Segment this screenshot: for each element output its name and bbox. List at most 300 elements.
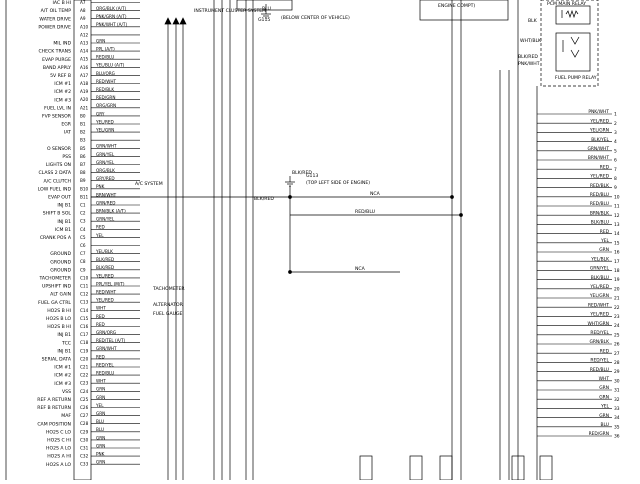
right-wire-row: [537, 146, 617, 154]
pin-function-label: HO2S A HI: [47, 454, 71, 460]
relay-coil: [566, 11, 578, 17]
splice-2: [451, 196, 454, 199]
blk-red-g-label: BLK/RED: [292, 171, 312, 176]
tachometer-label: TACHOMETER: [153, 287, 185, 292]
pcm-pin-row: [38, 22, 140, 30]
right-wire-row: [537, 238, 620, 246]
right-wire-color: YEL/GRN: [589, 128, 609, 134]
right-wire-number: 11: [614, 204, 620, 210]
pin-number: B9: [80, 178, 86, 184]
pin-number: A9: [80, 16, 86, 22]
pcm-pin-row: [54, 87, 140, 95]
right-wire-row: [537, 385, 620, 393]
right-wire-color: GRN/WHT: [587, 147, 609, 152]
pcm-pin-row: [38, 168, 140, 176]
pcm-pin-row: [50, 265, 140, 273]
pin-function-label: WATER DRIVE: [39, 17, 71, 23]
right-wire-number: 7: [614, 167, 617, 173]
pin-function-label: TCC: [62, 341, 71, 347]
pin-number: B0: [80, 113, 86, 119]
pin-number: C11: [80, 283, 89, 289]
pin-function-label: ICM #1: [54, 82, 71, 88]
right-wire-color: PNK/WHT: [588, 110, 609, 116]
right-wire-number: 13: [614, 223, 620, 228]
wht-blk-label: WHT/BLK: [520, 39, 542, 44]
right-wire-number: 16: [614, 250, 620, 256]
pin-wire-color: RED/BLU: [96, 370, 115, 376]
right-wire-row: [537, 210, 620, 218]
pin-number: C2: [80, 210, 86, 216]
pin-wire-color: GRN/ORG: [96, 330, 117, 335]
pin-function-label: INJ B1: [57, 349, 71, 355]
pcm-pin-row: [38, 184, 140, 192]
pin-function-label: INJ B1: [57, 333, 71, 339]
pin-function-label: A/T OIL TEMP: [40, 9, 71, 15]
pin-wire-color: RED: [96, 313, 105, 319]
connector-bottom-5: [540, 456, 552, 480]
right-wire-row: [537, 312, 620, 320]
pin-wire-color: WHT: [96, 305, 106, 311]
engine-compt-label: ENGINE COMPT): [438, 4, 476, 9]
right-wire-number: 6: [614, 158, 617, 164]
pin-wire-color: WHT: [96, 378, 106, 384]
right-wire-row: [537, 128, 617, 136]
pin-number: A8: [80, 8, 86, 14]
pin-number: C13: [80, 299, 89, 305]
pin-function-label: 5V REF B: [50, 74, 71, 79]
connector-bottom-3: [440, 456, 452, 480]
pin-function-label: HO2S B HI: [47, 308, 71, 314]
pin-function-label: CHECK TRANS: [38, 49, 71, 55]
g113-note: (TOP LEFT SIDE OF ENGINE): [306, 181, 371, 186]
pcm-pin-row: [39, 14, 140, 22]
ac-system-label: A/C SYSTEM: [135, 182, 163, 187]
pin-function-label: REF B RETURN: [37, 406, 71, 412]
pin-function-label: IAC B HI: [52, 1, 71, 7]
pcm-pin-row: [61, 411, 140, 419]
pin-wire-color: RED/WHT: [96, 78, 117, 84]
pin-function-label: EGR: [61, 122, 71, 128]
pin-wire-color: GRN: [96, 386, 106, 392]
g115-label: G115: [258, 18, 271, 23]
pin-number: C6: [80, 243, 86, 248]
pin-wire-color: YEL/BLU (A/T): [96, 62, 125, 68]
right-wire-number: 3: [614, 131, 617, 136]
connector-bottom-1: [360, 456, 372, 480]
pin-function-label: CAM POSITION: [37, 422, 71, 428]
pin-wire-color: GRN/YEL: [96, 159, 115, 165]
pin-number: A12: [80, 32, 89, 38]
blk-red-left-label: BLK/RED: [254, 197, 274, 202]
pin-number: C1: [80, 202, 86, 208]
pin-wire-color: GRN/WHT: [96, 346, 117, 352]
pcm-pin-row: [37, 403, 140, 411]
pcm-pin-row: [50, 257, 140, 265]
right-wire-color: YEL: [601, 239, 609, 244]
right-wire-row: [537, 201, 620, 209]
right-wire-row: [537, 321, 620, 329]
pin-number: C30: [80, 437, 89, 443]
relay-box: [541, 0, 598, 86]
pin-number: C9: [80, 267, 86, 273]
pcm-pin-row: [46, 443, 140, 451]
right-wire-color: GRN: [599, 413, 609, 419]
pin-function-label: HO2S C HI: [47, 438, 71, 444]
splice-3: [460, 214, 463, 217]
pcm-pin-row: [80, 32, 140, 37]
right-wire-row: [537, 302, 620, 310]
right-wire-number: 32: [614, 397, 620, 403]
pcm-pin-row: [48, 192, 140, 200]
pin-wire-color: GRN/WHT: [96, 143, 117, 149]
pin-wire-color: PNK: [96, 451, 105, 457]
right-wire-color: YEL: [601, 404, 609, 410]
right-wire-number: 24: [614, 324, 620, 330]
right-wire-color: RED: [599, 349, 609, 355]
right-wire-color: BLU: [600, 423, 609, 428]
pin-number: A17: [80, 72, 89, 78]
pin-wire-color: GRN: [96, 459, 106, 465]
pin-wire-color: RED: [96, 224, 105, 230]
red-blu-label: RED/BLU: [355, 210, 376, 215]
pcm-pin-row: [43, 209, 140, 217]
pin-number: C12: [80, 291, 89, 297]
right-wire-color: RED/YEL: [590, 358, 609, 364]
right-wire-color: GRN: [599, 386, 609, 392]
right-wire-row: [537, 247, 620, 255]
right-wire-number: 1: [614, 112, 617, 118]
right-wire-number: 2: [614, 121, 617, 127]
pcm-pin-row: [54, 371, 140, 379]
pcm-pin-row: [47, 435, 140, 443]
pin-wire-color: YEL: [96, 402, 104, 408]
right-wire-row: [537, 275, 620, 283]
pin-function-label: VSS: [62, 389, 71, 395]
right-wire-row: [537, 348, 620, 356]
right-wire-row: [537, 422, 620, 430]
pin-wire-color: GRN: [96, 443, 106, 449]
right-wire-number: 25: [614, 333, 620, 339]
pcm-pin-row: [50, 71, 140, 79]
pin-wire-color: RED/BLK: [96, 87, 115, 92]
pin-wire-color: GRN: [96, 394, 106, 400]
pcm-pin-row: [44, 176, 140, 184]
pin-wire-color: BLU/ORG: [96, 70, 115, 76]
right-wire-color: YEL/RED: [590, 285, 609, 290]
pin-wire-color: BRN/WHT: [96, 192, 117, 198]
right-wire-color: GRN: [599, 248, 609, 254]
pin-number: C21: [80, 364, 89, 370]
pin-function-label: CLASS 2 DATA: [38, 171, 71, 177]
pcm-pin-row: [54, 95, 140, 103]
pin-function-label: HO2S A LO: [46, 446, 71, 452]
pin-function-label: GROUND: [50, 268, 71, 274]
right-wire-color: YEL/RED: [590, 174, 609, 180]
pcm-pin-row: [47, 452, 140, 460]
pin-function-label: O SENSOR: [46, 146, 71, 152]
right-wire-color: YEL/RED: [590, 312, 609, 318]
right-wire-row: [537, 174, 617, 182]
right-wire-number: 30: [614, 379, 620, 385]
right-wire-row: [537, 256, 620, 264]
pcm-pin-row: [46, 314, 140, 322]
right-wire-color: YEL/BLK: [591, 257, 609, 263]
right-wire-row: [537, 229, 620, 237]
blu-label: BLU: [262, 7, 271, 12]
right-wire-row: [537, 164, 617, 172]
pin-function-label: PSS: [62, 155, 71, 160]
pin-wire-color: GRN/YEL: [96, 216, 115, 222]
right-wire-row: [537, 394, 620, 402]
pcm-pin-row: [38, 298, 140, 306]
pin-function-label: GROUND: [50, 260, 71, 266]
pcm-pin-row: [57, 330, 140, 338]
relay-switch-1: [571, 37, 579, 44]
right-wire-color: RED/BLU: [589, 367, 609, 373]
right-wire-color: YEL/RED: [590, 119, 609, 125]
pin-number: C26: [80, 405, 89, 410]
right-wire-color: RED/WHT: [587, 303, 609, 309]
fuel-pump-relay-label: FUEL PUMP RELAY: [555, 76, 597, 81]
pin-function-label: INJ B1: [57, 203, 71, 209]
pin-wire-color: RED: [96, 354, 105, 360]
pcm-pin-row: [54, 379, 140, 387]
right-wire-number: 9: [614, 186, 617, 192]
pin-wire-color: PNK/WHT (A/T): [96, 22, 128, 28]
pcm-pin-row: [57, 200, 140, 208]
pin-number: C27: [80, 413, 89, 419]
pin-number: C28: [80, 421, 89, 427]
pin-wire-color: BLK/RED: [96, 265, 115, 271]
fuel-pump-relay-body: [556, 33, 590, 71]
pin-function-label: ALT GAIN: [50, 292, 71, 298]
pin-number: C5: [80, 234, 86, 240]
pin-function-label: FVP SENSOR: [42, 114, 71, 120]
pin-number: C25: [80, 396, 89, 402]
pin-number: C16: [80, 324, 89, 329]
pcm-pin-row: [46, 460, 140, 468]
pin-wire-color: RED/YEL: [96, 362, 114, 368]
pin-wire-color: GRN: [96, 411, 106, 416]
pin-function-label: FUEL LVL IN: [44, 106, 71, 112]
relay-switch-2: [571, 50, 579, 57]
right-wire-number: 34: [614, 416, 620, 422]
right-wire-row: [537, 376, 620, 384]
pin-wire-color: RED/TEL (A/T): [96, 338, 126, 344]
pin-wire-color: ORG/BLK: [96, 168, 115, 173]
pin-number: A13: [80, 40, 89, 46]
pcm-pin-row: [46, 427, 140, 435]
right-wire-row: [537, 293, 620, 301]
ground-symbol-g113: [285, 176, 295, 186]
pin-number: B10: [80, 186, 89, 192]
pin-function-label: SHIFT B SOL: [42, 211, 71, 217]
pin-function-label: TACHOMETER: [39, 276, 71, 282]
pin-function-label: LOW FUEL IND: [37, 187, 71, 193]
pin-wire-color: GRN/YEL: [96, 151, 115, 157]
pcm-pin-row: [40, 233, 140, 241]
pin-function-label: ICM #3: [54, 98, 71, 104]
pin-function-label: UPSHIFT IND: [41, 284, 71, 290]
right-wire-number: 12: [614, 213, 620, 219]
pin-function-label: FUEL GA CTRL: [38, 300, 71, 306]
right-wire-color: RED/BLU: [589, 202, 609, 208]
arrow-up-1: [165, 18, 171, 24]
pin-wire-color: RED/WHT: [96, 289, 117, 295]
g113-label: G113: [306, 174, 319, 179]
right-wire-color: BRN/BLK: [589, 211, 609, 217]
pcm-pin-row: [47, 322, 140, 330]
engine-compt-box: [420, 0, 508, 20]
right-wire-row: [537, 192, 620, 200]
pin-number: A10: [80, 24, 89, 30]
right-wire-color: WHT: [598, 377, 609, 382]
pin-wire-color: PNK/GRN (A/T): [96, 14, 127, 20]
pcm-pin-row: [37, 419, 140, 427]
arrow-up-2: [173, 18, 179, 24]
right-wire-row: [537, 358, 620, 366]
pin-function-label: MIL IND: [53, 41, 71, 47]
pcm-pin-row: [37, 395, 140, 403]
right-wire-color: BLK/BLU: [590, 275, 609, 281]
right-wire-number: 10: [614, 195, 620, 201]
right-wire-row: [537, 220, 620, 228]
blk-label: BLK: [528, 19, 537, 24]
pin-wire-color: BLK/RED: [96, 257, 115, 263]
pin-number: B2: [80, 129, 86, 135]
pcm-pin-row: [57, 217, 140, 225]
pcm-pin-row: [61, 338, 140, 346]
pin-number: B1: [80, 121, 86, 127]
pin-wire-color: ORG/BLK (A/T): [96, 6, 127, 11]
pin-number: C8: [80, 259, 86, 265]
pin-wire-color: YEL/RED: [96, 297, 114, 303]
right-wire-color: GRN: [599, 395, 609, 401]
pin-number: C22: [80, 372, 89, 378]
pin-number: A19: [80, 89, 89, 95]
pin-function-label: CRANK POS A: [39, 236, 71, 241]
pin-wire-color: GRN/RED: [96, 200, 116, 206]
pcm-pin-row: [80, 138, 140, 143]
pin-wire-color: GRN: [96, 38, 106, 44]
right-wire-number: 15: [614, 241, 620, 247]
pin-wire-color: BLU: [96, 419, 105, 425]
pin-function-label: ICM #1: [54, 365, 71, 371]
pcm-pin-row: [47, 144, 140, 152]
pnk-wht-relay-label: PNK/WHT: [518, 62, 540, 67]
pin-function-label: INJ B1: [57, 219, 71, 225]
right-wire-row: [537, 183, 617, 191]
right-wire-number: 31: [614, 388, 620, 394]
pin-wire-color: YEL/GRN: [96, 127, 115, 133]
pin-function-label: BAND APPLY: [42, 65, 71, 71]
pin-number: A21: [80, 105, 89, 111]
right-wire-color: YEL/GRN: [589, 294, 609, 300]
pin-wire-color: GRY: [96, 111, 105, 117]
right-wire-number: 4: [614, 140, 617, 146]
right-wire-row: [537, 155, 617, 163]
right-wire-color: RED: [599, 229, 609, 235]
pin-number: C4: [80, 226, 86, 232]
pin-number: B6: [80, 153, 86, 159]
right-wire-row: [537, 266, 620, 274]
pin-number: B8: [80, 170, 86, 176]
pin-function-label: HO2S C LO: [45, 430, 71, 436]
pcm-pin-row: [54, 362, 140, 370]
pin-number: A15: [80, 56, 89, 62]
pin-wire-color: YEL/RED: [96, 273, 114, 279]
right-wire-number: 28: [614, 361, 620, 366]
pin-number: C33: [80, 461, 89, 467]
pcm-pin-row: [61, 119, 140, 127]
pcm-pin-row: [50, 290, 140, 298]
pin-wire-color: RED/GRN: [96, 95, 116, 101]
pin-function-label: HO2S B LO: [46, 317, 71, 322]
pin-function-label: IAT: [64, 130, 71, 136]
right-wire-number: 20: [614, 287, 620, 293]
pin-number: C31: [80, 445, 89, 451]
instrument-cluster-label: INSTRUMENT CLUSTER SYSTEM: [194, 9, 267, 14]
pin-wire-color: ORG/GRN: [96, 103, 117, 109]
pin-number: C32: [80, 453, 89, 459]
pcm-pin-row: [43, 63, 140, 71]
right-wire-row: [537, 284, 620, 292]
right-wire-color: BLK/YEL: [591, 137, 609, 143]
right-wire-color: RED/BLU: [589, 193, 609, 198]
pin-wire-color: YEL/BLK: [96, 249, 113, 254]
pin-wire-color: BLU: [96, 427, 105, 433]
nca-2-label: NCA: [355, 267, 365, 272]
pin-function-label: SERIAL DATA: [41, 357, 71, 363]
pin-number: C7: [80, 251, 86, 257]
pcm-pin-row: [44, 103, 140, 111]
pin-wire-color: BRN/BLK (A/T): [96, 208, 126, 214]
pin-number: C17: [80, 332, 89, 338]
right-wire-number: 14: [614, 232, 620, 238]
right-wire-number: 8: [614, 177, 617, 182]
g115-note: (BELOW CENTER OF VEHICLE): [281, 16, 350, 21]
pin-function-label: GROUND: [50, 252, 71, 258]
fuel-gauge-label: FUEL GAUGE: [153, 312, 183, 317]
right-wire-number: 22: [614, 305, 620, 311]
right-wire-color: RED/GRN: [588, 432, 609, 438]
pin-number: C20: [80, 356, 89, 362]
pin-number: B3: [80, 137, 86, 143]
pin-number: A14: [80, 48, 89, 54]
right-wire-row: [537, 137, 617, 145]
pin-number: C3: [80, 218, 86, 224]
pin-number: C23: [80, 380, 89, 386]
pin-wire-color: GRY/RED: [96, 176, 115, 182]
alternator-label: ALTERNATOR: [153, 303, 183, 308]
right-wire-number: 29: [614, 370, 620, 376]
pin-function-label: REF A RETURN: [37, 398, 71, 403]
pcm-pin-row: [80, 243, 140, 248]
right-wire-color: WHT/GRN: [587, 321, 609, 327]
right-wire-row: [537, 109, 617, 117]
pin-wire-color: PPL/YEL (M/T): [96, 281, 125, 287]
right-wire-number: 19: [614, 278, 620, 284]
pcm-pin-row: [57, 346, 140, 354]
right-wire-color: RED/BLK: [589, 183, 609, 189]
right-wire-color: GRN/YEL: [589, 266, 609, 272]
pin-number: C10: [80, 275, 89, 281]
pin-number: C14: [80, 307, 89, 313]
right-wire-number: 5: [614, 149, 617, 155]
pcm-pin-row: [46, 160, 140, 168]
pin-function-label: LIGHTS ON: [45, 163, 71, 169]
right-wire-number: 17: [614, 259, 620, 265]
